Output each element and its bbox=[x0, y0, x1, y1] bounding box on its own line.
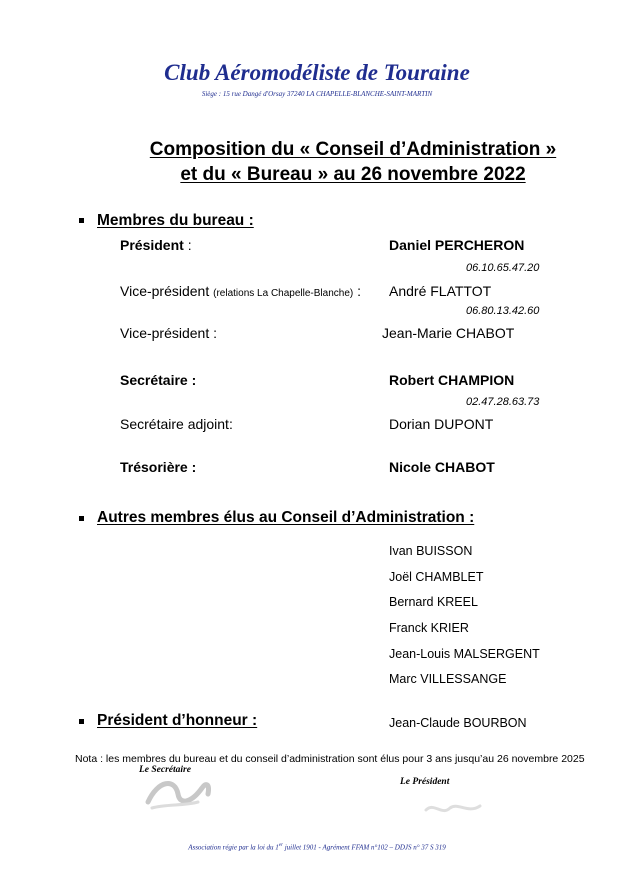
role-vice-president-2: Vice-président : bbox=[120, 325, 218, 341]
name-vice-president-2: Jean-Marie CHABOT bbox=[382, 325, 515, 341]
name-vice-president-1: André FLATTOT bbox=[389, 283, 492, 299]
secretary-signature bbox=[140, 772, 220, 817]
note-text: Nota : les membres du bureau et du conseil d’administration sont élus pour 3 ans jusqu’au 26 novembre 2025 bbox=[75, 753, 585, 765]
name-assistant-secretary: Dorian DUPONT bbox=[389, 416, 494, 432]
bullet bbox=[79, 719, 84, 724]
council-member: Ivan BUISSON bbox=[389, 544, 473, 558]
role-president: Président : bbox=[120, 237, 192, 253]
name-secretary: Robert CHAMPION bbox=[389, 372, 515, 388]
name-president: Daniel PERCHERON bbox=[389, 237, 525, 253]
role-vice-president-1: Vice-président (relations La Chapelle-Blanche) : bbox=[120, 283, 361, 299]
honorary-president-name: Jean-Claude BOURBON bbox=[389, 716, 527, 730]
president-signature bbox=[420, 798, 490, 820]
phone-vice-president-1: 06.80.13.42.60 bbox=[466, 305, 540, 317]
role-assistant-secretary: Secrétaire adjoint: bbox=[120, 416, 233, 432]
club-name: Club Aéromodéliste de Touraine bbox=[164, 60, 470, 85]
document-title-line-1: Composition du « Conseil d’Administration » bbox=[149, 139, 557, 160]
section-heading-council: Autres membres élus au Conseil d’Administration : bbox=[97, 509, 475, 526]
bullet bbox=[79, 516, 84, 521]
phone-secretary: 02.47.28.63.73 bbox=[466, 396, 540, 408]
council-member: Joël CHAMBLET bbox=[389, 570, 484, 584]
document-title-line-2: et du « Bureau » au 26 novembre 2022 bbox=[180, 164, 526, 185]
secretary-signature-label: Le Secrétaire bbox=[139, 765, 191, 775]
section-heading-honor: Président d’honneur : bbox=[97, 712, 258, 729]
footer-text: Association régie par la loi du 1er juillet 1901 - Agrément FFAM n°102 – DDJS n° 37 S 319 bbox=[188, 843, 446, 852]
name-treasurer: Nicole CHABOT bbox=[389, 459, 495, 475]
phone-president: 06.10.65.47.20 bbox=[466, 262, 540, 274]
president-signature-label: Le Président bbox=[400, 777, 450, 787]
council-member: Jean-Louis MALSERGENT bbox=[389, 647, 540, 661]
club-address: Siège : 15 rue Dangé d'Orsay 37240 LA CHAPELLE-BLANCHE-SAINT-MARTIN bbox=[201, 90, 433, 98]
bullet bbox=[79, 218, 84, 223]
council-member: Franck KRIER bbox=[389, 621, 469, 635]
section-heading-bureau: Membres du bureau : bbox=[97, 212, 254, 229]
role-secretary: Secrétaire : bbox=[120, 372, 197, 388]
council-member: Bernard KREEL bbox=[389, 595, 478, 609]
council-member: Marc VILLESSANGE bbox=[389, 672, 507, 686]
role-treasurer: Trésorière : bbox=[120, 459, 197, 475]
